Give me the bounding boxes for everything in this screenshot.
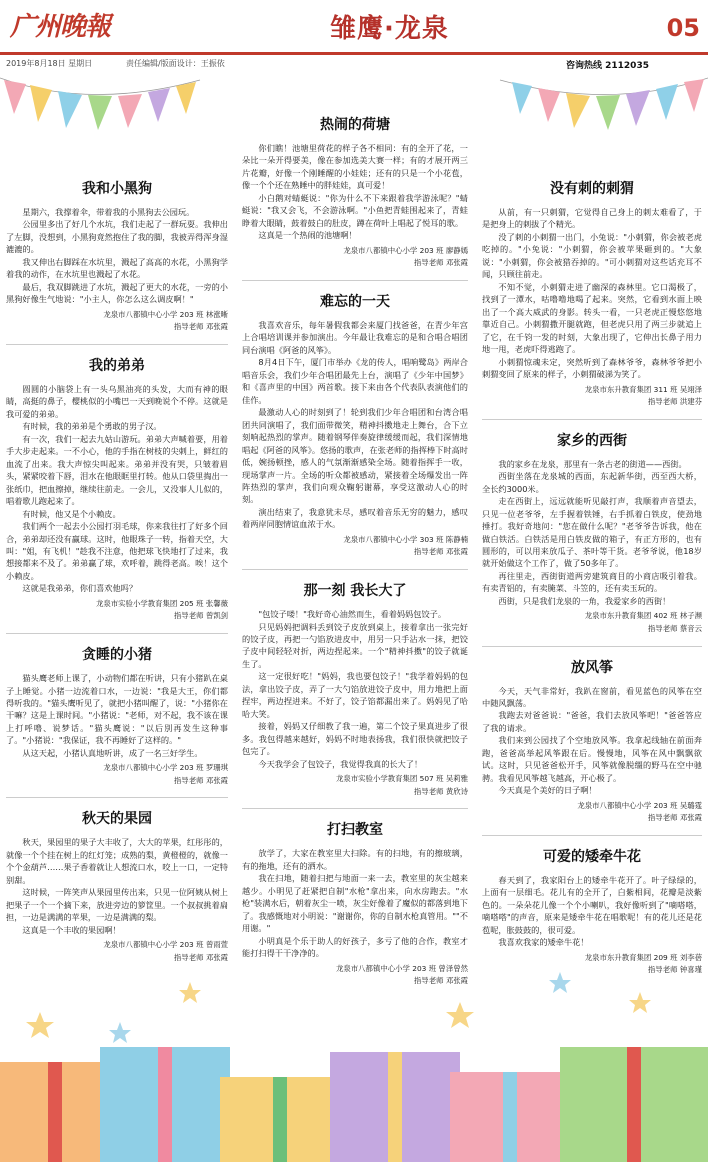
middle-column (242, 114, 468, 988)
paragraph: 我的家乡在龙泉，那里有一条古老的街道——西街。 (498, 458, 687, 469)
paragraph: 小白鹅对蜻蜓说："你为什么不下来跟着我学游泳呢？"蜻蜓说："我又会飞，不会游泳啊。"小鱼把青蛙围起来了，青蛙睁着大眼睛，鼓着鼓白的肚皮，蹲在荷叶上唱起了悦耳的歌。 (242, 192, 468, 228)
header-rule (0, 52, 708, 55)
paragraph: 我们两个一起去小公园打羽毛球，你来我往打了好多个回合，弟弟却还没有赢球。这时，他眼珠子一转，指着天空，大叫："姐，有飞机！"趁我不注意，他把球飞快地打了过来，我想接都来不及了。弟弟赢了球，欢呼着，跳得老高。唉！这个小赖皮。 (6, 521, 228, 581)
article-autumn-orchard (6, 808, 228, 964)
paragraph: 秋天，果园里的果子大丰收了，大大的苹果，红彤彤的，就像一个个挂在树上的红灯笼；成熟的梨，黄橙橙的，就像一个个金葫芦……果子香着就让人想流口水，咬上一口，一定特别甜。 (6, 837, 228, 885)
article-title: 家乡的西街 (557, 432, 627, 449)
section-title: 雏鹰·龙泉 (330, 14, 449, 44)
paragraph: 今天真是个美好的日子啊！ (498, 785, 597, 796)
article-title: 热闹的荷塘 (320, 117, 390, 133)
article-lotus-pond (242, 114, 468, 270)
issue-date: 2019年8月18日 星期日 (6, 59, 93, 68)
paragraph: 圆圆的小脑袋上有一头乌黑油亮的头发，大而有神的眼睛，高挺的鼻子，樱桃似的小嘴巴一天到晚说个不停。这就是我可爱的弟弟。 (6, 383, 228, 419)
paragraph: 最后，我双脚跳进了水坑，溅起了更大的水花，一旁的小黑狗好像生气地说："小主人，你怎么这么调皮啊！" (6, 281, 228, 305)
paragraph: 这时候，一阵笑声从果园里传出来，只见一位阿姨从树上把果子一个一个摘下来，放进旁边的箩筐里。一个叔叔挑着扁担，一边是满满的苹果，一边是满满的梨。 (6, 887, 228, 923)
editor-credit: 责任编辑/版面设计：王振依 (126, 59, 225, 68)
article-unforgettable-day (242, 291, 468, 559)
author-signature: 龙泉市东升教育集团 311 班 吴翊泽 指导老师 洪建芬 (584, 384, 702, 407)
article-kite (482, 657, 702, 825)
author-signature: 龙泉市八都镇中心小学 203 班 吴璐霆 指导老师 邓张霞 (577, 800, 702, 823)
author-signature: 龙泉市八都镇中心小学 203 班 罗珊琪 指导老师 邓张霞 (103, 763, 228, 785)
paragraph: 小刺猬惊魂未定，突然听到了森林爷爷，森林爷爷把小刺猬变回了原来的样子，小刺猬破涕为笑了。 (482, 356, 702, 380)
paragraph: 我喜欢我家的矮牵牛花！ (498, 937, 589, 948)
article-west-street (482, 430, 702, 636)
paragraph: 不知不觉，小刺猬走进了幽深的森林里。它口渴极了，找到了一潭水，咕噜噜地喝了起来。突然，它看到水面上映出了一个高大威武的身影。转头一看，一只老虎正慢悠悠地靠近自己。小刺猬撒开腿就跑，但老虎只用了两三步就追上了它，在千钧一发的时刻，大象出现了，它伸出长鼻子用力地一甩，老虎吓得逃跑了。 (482, 281, 702, 355)
article-my-brother (6, 355, 228, 623)
paragraph: 这一定很好吃！"妈妈，我也要包饺子！"我学着妈妈的包法，拿出饺子皮，弄了一大勺馅放进饺子皮中，用力地把上面捏牢，两边捏进来。不好了，饺子馅都漏出来了。妈妈见了哈哈大笑。 (242, 671, 468, 719)
page-number: 05 (666, 14, 700, 42)
article-title: 难忘的一天 (320, 293, 390, 310)
paragraph: 你们瞧！池塘里荷花的样子各不相同：有的全开了花，一朵比一朵开得要美，像在参加选美大赛一样；有的才展开两三片花瓣，好像一个刚睡醒的小娃娃；还有的只是一个小花苞，像一个个还在熟睡中的胖娃娃，真可爱！ (242, 143, 468, 191)
paragraph: 再往里走，西街街道两旁建筑商目的小商店吸引着我。有卖青铝的，有卖腌菜、斗笠的，还有卖玉玩的。 (482, 570, 702, 594)
paragraph: 小明真是个乐于助人的好孩子，多亏了他的合作，教室才能打扫得干干净净的。 (242, 935, 468, 959)
paragraph: 春天到了，我家阳台上的矮牵牛花开了。叶子绿绿的，上面有一层细毛。花儿有的全开了，白紫相间，花瓣是淡紫色的。一朵朵花儿像一个个小喇叭，我好像听到了"嘀嗒嗒，嘀嗒嗒"的声音，原来是矮牵牛花在唱歌呢！有的花儿还是花苞呢，胀鼓鼓的，很可爱。 (482, 874, 702, 935)
author-signature: 龙泉市实验小学教育集团 205 班 张馨薇 指导老师 曾凯剑 (95, 598, 228, 621)
paragraph: 今天我学会了包饺子，我觉得我真的长大了！ (258, 758, 423, 769)
author-signature: 龙泉市八都镇中心小学 203 班 廖静嫣 指导老师 邓张霞 (343, 245, 468, 268)
article-title: 那一刻 我长大了 (303, 583, 407, 600)
paragraph: 这真是一个丰收的果园啊！ (22, 924, 121, 935)
author-signature: 龙泉市实验小学教育集团 507 班 吴莉雅 指导老师 黄欣诗 (335, 774, 468, 796)
article-black-dog (6, 178, 228, 334)
article-title: 贪睡的小猪 (82, 647, 152, 664)
article-title: 我的弟弟 (89, 357, 145, 374)
paragraph: 我又伸出右脚踩在水坑里，溅起了高高的水花，小黑狗学着我的动作，在水坑里也溅起了水花。 (6, 256, 228, 280)
paragraph: 我跑去对爸爸说："爸爸，我们去放风筝吧！"爸爸答应了我的请求。 (482, 710, 702, 733)
author-signature: 龙泉市八都镇中心小学 203 班 曾雨萱 指导老师 邓张霞 (103, 940, 228, 962)
left-column (6, 178, 228, 964)
paragraph: 只见妈妈把调料丢到饺子皮放到桌上，接着拿出一张完好的饺子皮，再把一勺馅放进皮中，用另一只手沾水一抹，把饺子皮中间轻轻对折，两边捏起来。一个"精神抖擞"的饺子就诞生了。 (242, 621, 468, 669)
paragraph: 今天，天气非常好，我趴在窗前，看见蓝色的风筝在空中随风飘荡。 (482, 685, 702, 708)
article-grew-up (242, 580, 468, 798)
divider (6, 344, 228, 345)
paragraph: 有一次，我们一起去九姑山游玩。弟弟大声喊着要，用着手大步走起来。一不小心，他的手指在树枝的尖刺上，鲜红的血流了出来。我大声惊尖叫起来。弟弟并没有哭，只皱着眉头，紧紧咬着下唇，泪水在他眼眶里打转。他从口袋里掏出一张纸巾，把血擦掉，继续往前走。一会儿，又没事人儿似的，唱着歌儿跑起来了。 (6, 433, 228, 507)
article-title: 可爱的矮牵牛花 (543, 848, 641, 865)
masthead (0, 0, 708, 46)
paragraph: 没了刺的小刺猬一出门，小兔说："小刺猬，你会被老虎吃掉的。"小兔说："小刺猬，你会被苹果砸到的。"大象说："小刺猬，你会被猎吞掉的。"可小刺猬对这些话充耳不闻，只顾往前走。 (482, 231, 702, 280)
paragraph: 演出结束了，我意犹未尽，感叹着音乐无穷的魅力，感叹着两岸同胞情谊血浓于水。 (242, 506, 468, 530)
article-title: 秋天的果园 (82, 811, 152, 828)
paragraph: 从前，有一只刺猬，它觉得自己身上的刺太难看了，于是把身上的刺拔了个精光。 (482, 207, 702, 230)
paragraph: 猫头鹰老师上课了，小动物们都在听讲，只有小猪趴在桌子上睡觉。小猪一边流着口水，一边说："我是大王，你们都得听我的。"猫头鹰听见了，就把小猪叫醒了，说："小猪你在干嘛？这是上课时间。"小猪说："老师，对不起，我不该在课上打呼噜、说梦话。"猫头鹰说："以后別再发生这种事了。"小猪说："我保证，我不再睡好了这样的。" (6, 673, 228, 746)
paragraph: 最激动人心的时刻到了！轮到我们少年合唱团和台湾合唱团共同演唱了，我们面带微笑，精神抖擞地走上舞台，合下立刻响起热烈的掌声。随着钢琴伴奏旋律缓缓而起，我们深情地唱起《阿爸的风筝》。悠扬的歌声，在张老师的指挥棒下时高时低，婉扬顿挫，感人的气氛渐渐感染全场。随着指挥手一收，现场掌声一片。全场的听众都被感动，紧接着全场爆发出一阵阵热烈的掌声，我们向观众鞠躬谢幕，享受这激动人心的时刻。 (242, 407, 468, 505)
paragraph: 星期六，我撑着伞，带着我的小黑狗去公园玩。 (22, 207, 195, 217)
paragraph: 放学了，大家在教室里大扫除。有的扫地，有的擦玻璃，有的拖地，还有的洒水。 (242, 848, 468, 871)
paragraph: 8月4日下午，厦门市举办《龙的传人，唱响鹭岛》两岸合唱音乐会，我们少年合唱团最先上台，演唱了《少年中国梦》和《喜声里的中国》两首歌。接下来由各个代表队表演他们的佳作。 (242, 357, 468, 405)
newspaper-logo: 广州晚報 (10, 12, 111, 42)
divider (242, 280, 468, 281)
article-petunia (482, 846, 702, 977)
paragraph: 有时候，我的弟弟是个勇敢的男子汉。 (22, 421, 162, 432)
divider (6, 797, 228, 798)
divider (482, 835, 702, 836)
author-signature: 龙泉市八都镇中心小学 303 班 陈静楠 指导老师 邓张霞 (343, 534, 468, 557)
divider (242, 569, 468, 570)
paragraph: 从这天起，小猪认真地听讲，成了一名三好学生。 (22, 747, 203, 758)
author-signature: 龙泉市东升教育集团 402 班 林子濒 指导老师 蔡音云 (584, 611, 702, 633)
author-signature: 龙泉市东升教育集团 209 班 刘李蓓 指导老师 钟喜瑾 (584, 952, 702, 975)
article-title: 我和小黑狗 (82, 181, 152, 197)
article-hedgehog (482, 178, 702, 409)
paragraph: 西街坐落在龙泉城的西面，东起新华街，西至西大桥，全长约3000米。 (482, 471, 702, 494)
paragraph: 我在扫地，随着扫把与地面一来一去，教室里的灰尘越来越少。小明见了赶紧把自制"水枪"拿出来，向水房跑去。"水枪"装满水后，朝着灰尘一喷，灰尘好像着了魔似的都落到地下了。我感慨地对小明说："谢谢你，你的自制水枪真管用。""不用谢。" (242, 873, 468, 934)
article-sleepy-pig (6, 644, 228, 787)
paragraph: 这真是一个热闹的池塘啊！ (258, 230, 357, 241)
divider (6, 633, 228, 634)
divider (482, 646, 702, 647)
paragraph: 西街，只是我们龙泉的一角，我爱家乡的西街！ (498, 595, 671, 606)
paragraph: 接着，妈妈又仔细教了我一遍，第二个饺子果真进步了很多。我包得越来越好，妈妈不时地表扬我，我们很快就把饺子包完了。 (242, 721, 468, 757)
hotline: 咨询热线 2112035 (566, 61, 649, 71)
divider (242, 808, 468, 809)
article-title: 没有刺的刺猬 (550, 181, 634, 197)
article-title: 放风筝 (571, 659, 613, 676)
author-signature: 龙泉市八都镇中心小学 203 班 林涨晰 指导老师 邓张霞 (103, 309, 228, 332)
article-clean-classroom (242, 819, 468, 987)
paragraph: 我们来到公园找了个空地放风筝。我拿起线轴在前面奔跑，爸爸高举起风筝跟在后。慢慢地，风筝在风中飘飘欲试。这时，只见爸爸松开手，风筝就像脱缰的野马在空中驰骋。我看见风筝越飞越高，开心极了。 (482, 735, 702, 783)
paragraph: 我喜欢音乐，每年暑假我都会来厦门找爸爸，在青少年宫上合唱培训课并参加演出。今年最让我难忘的是和合唱合唱团同台演唱《阿爸的风筝》。 (242, 319, 468, 355)
paragraph: 这就是我弟弟，你们喜欢他吗？ (22, 583, 138, 594)
author-signature: 龙泉市八都镇中心小学 203 班 曾泽曾然 指导老师 邓张霞 (335, 963, 468, 986)
paragraph: 走在西街上，远远就能听见敲打声，我顺着声音望去，只见一位老爷爷，左手握着铁锤，右手抓着白铁皮，使劲地捶打。我好奇地问："您在做什么呢？"老爷爷告诉我，他在做白铁活。白铁活是用白铁皮做的箱子，有正方形的，也有圆形的，可以用来放瓜子、茶叶等干货。老爷爷说，他18岁就开始做这个工作了，做了50多年了。 (482, 496, 702, 569)
paragraph: "包饺子喽！"我好奇心油然而生，看着妈妈包饺子。 (258, 609, 447, 620)
paragraph: 公园里多出了好几个水坑，我们走起了一群玩耍。我伸出了左脚，没想到，小黑狗竟然抱住了我的脚，我被弄得浑身湿漉漉的。 (6, 219, 228, 255)
article-title: 打扫教室 (327, 822, 383, 839)
right-column (482, 178, 702, 977)
divider (482, 419, 702, 420)
paragraph: 有时候，他又是个小赖皮。 (22, 508, 121, 519)
